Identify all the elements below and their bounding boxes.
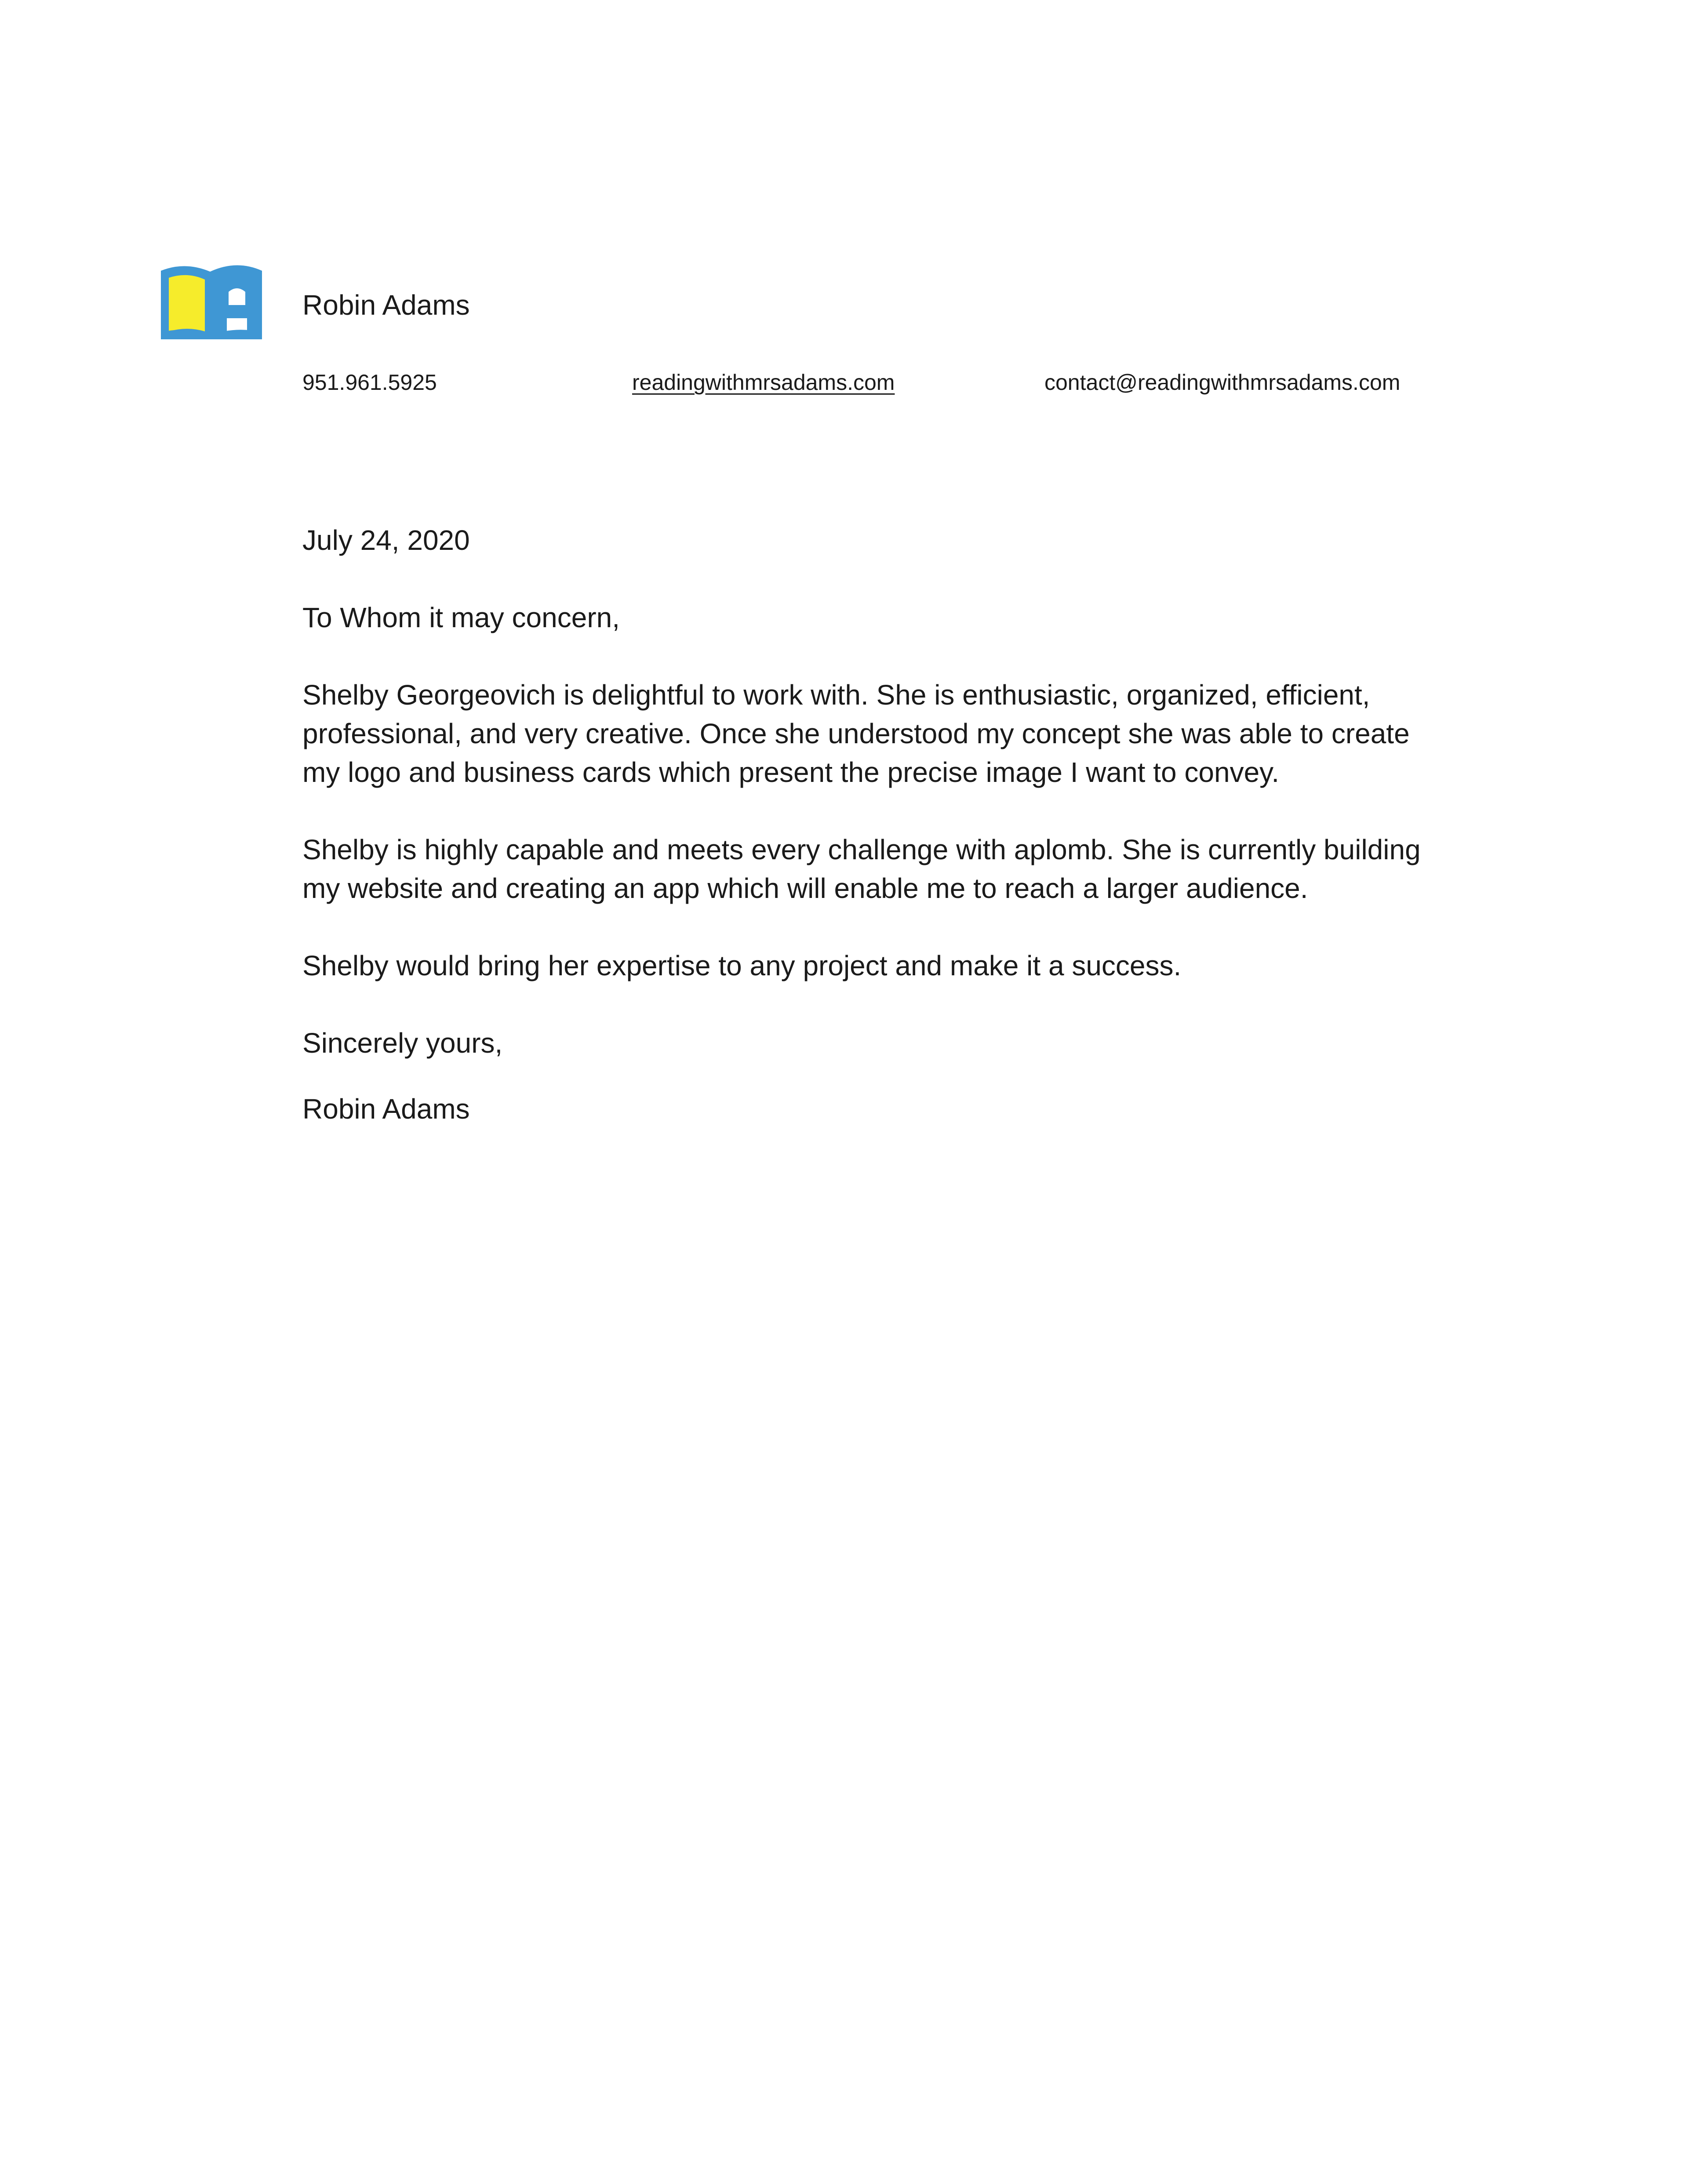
letter-body	[302, 521, 1445, 1128]
email-address[interactable]: contact@readingwithmrsadams.com	[1044, 370, 1401, 395]
paragraph-1	[302, 676, 1445, 792]
paragraph-2	[302, 830, 1445, 908]
salutation: To Whom it may concern,	[302, 602, 620, 633]
phone-number: 951.961.5925	[302, 370, 437, 395]
sender-name: Robin Adams	[302, 289, 470, 321]
website-link[interactable]: readingwithmrsadams.com	[632, 370, 895, 395]
paragraph-2-line-2: my website and creating an app which will enable me to reach a larger audience.	[302, 872, 1308, 904]
paragraph-1-line-1: Shelby Georgeovich is delightful to work with. She is enthusiastic, organized, efficient,	[302, 679, 1370, 711]
letter-date: July 24, 2020	[302, 524, 470, 556]
closing: Sincerely yours,	[302, 1027, 503, 1059]
paragraph-3: Shelby would bring her expertise to any project and make it a success.	[302, 950, 1182, 981]
open-book-a-logo-icon	[161, 262, 262, 339]
paragraph-1-line-2: professional, and very creative. Once she understood my concept she was able to create	[302, 718, 1410, 749]
signature-name: Robin Adams	[302, 1093, 470, 1125]
paragraph-2-line-1: Shelby is highly capable and meets every challenge with aplomb. She is currently building	[302, 834, 1421, 865]
paragraph-1-line-3: my logo and business cards which present the precise image I want to convey.	[302, 756, 1280, 788]
